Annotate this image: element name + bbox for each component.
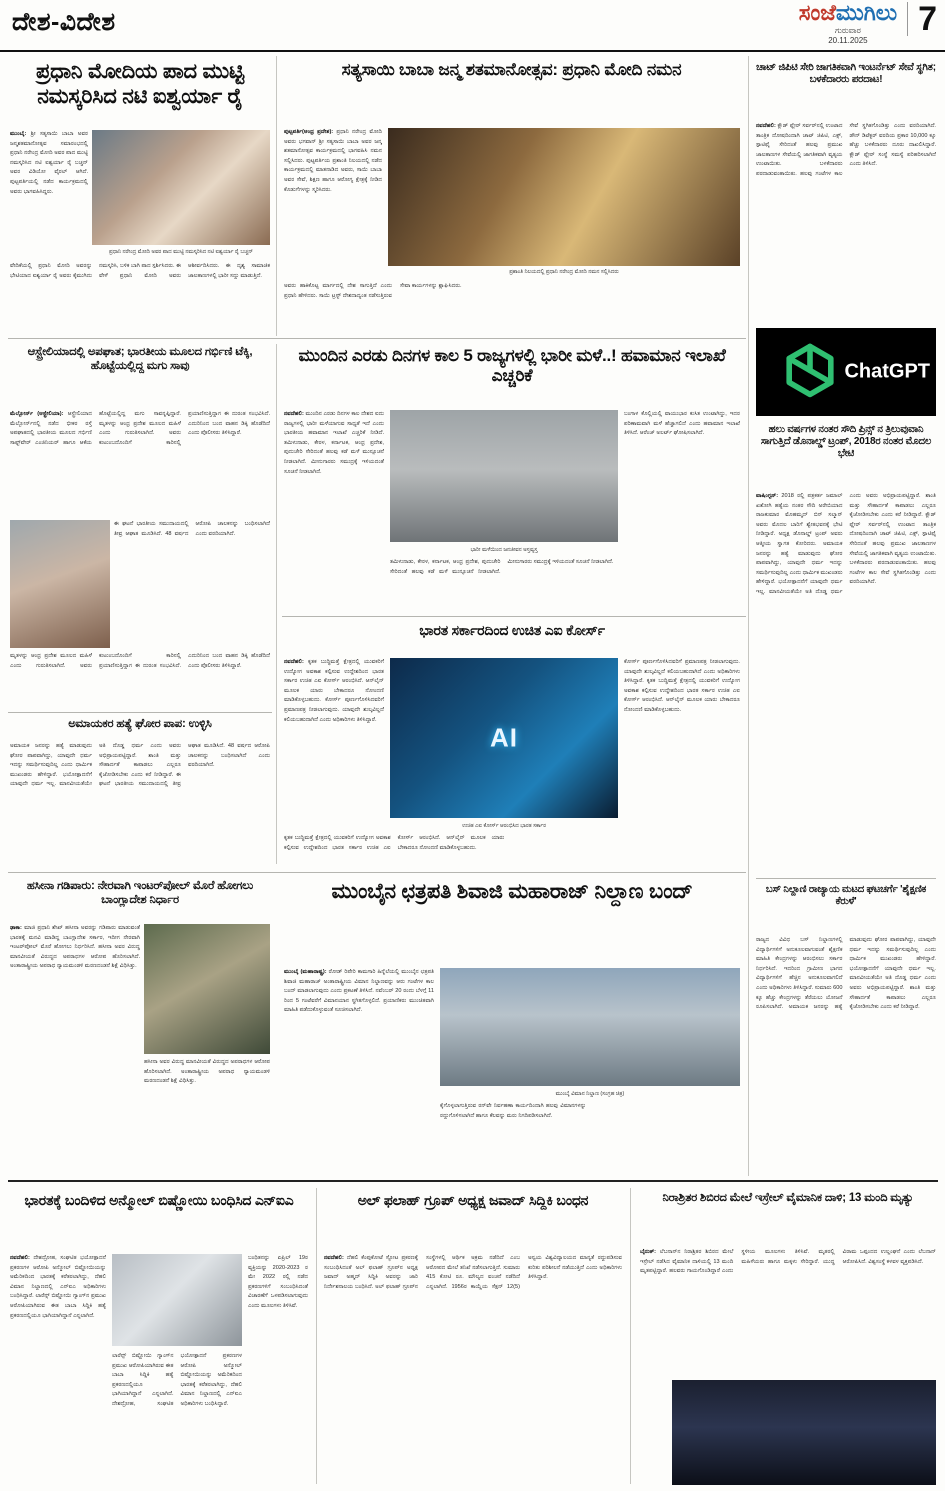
article-saudi-trump [756, 424, 936, 459]
photo-label [388, 128, 740, 266]
body-text-2: ಕೃತಕ ಬುದ್ಧಿಮತ್ತೆ ಕ್ಷೇತ್ರದಲ್ಲಿ ಯುವಕರಿಗೆ ಉದ್ಯೋಗ ಅವಕಾಶ ಕಲ್ಪಿಸುವ ಉದ್ದೇಶದಿಂದ ಭಾರತ ಸರ್ಕಾರ ಉಚಿತ ಎಐ ಕೋರ್ಸ್ ಆರಂಭಿಸಿದೆ. ಆನ್‌ಲೈನ್ ಮೂಲಕ ಯಾರು ಬೇಕಾದರೂ ನೋಂದಣಿ ಮಾಡಿಕೊಳ್ಳಬಹುದು. [624, 678, 740, 714]
photo-victim [10, 520, 110, 648]
dateline: ಮೆಲ್ಬೋರ್ನ್ (ಆಸ್ಟ್ರೇಲಿಯಾ): [10, 411, 64, 417]
brand-block [799, 2, 937, 45]
page-number: 7 [907, 2, 937, 36]
photo-nia [112, 1254, 242, 1346]
body-text: ರಾಜ್ಯದ ವಿವಿಧ ಬಸ್ ನಿಲ್ದಾಣಗಳಲ್ಲಿ ವಿದ್ಯಾರ್ಥಿಗಳಿಗೆ ಅನುಕೂಲವಾಗುವಂತೆ ಶೈಕ್ಷಣಿಕ ಮಾಹಿತಿ ಕೇಂದ್ರಗಳನ್ನು ಆರಂಭಿಸಲು ಸರ್ಕಾರ ನಿರ್ಧರಿಸಿದೆ. ಇದರಿಂದ ಗ್ರಾಮೀಣ ಭಾಗದ ವಿದ್ಯಾರ್ಥಿಗಳಿಗೆ ಹೆಚ್ಚಿನ ಅನುಕೂಲವಾಗಲಿದೆ ಎಂದು ಅಧಿಕಾರಿಗಳು ತಿಳಿಸಿದ್ದಾರೆ. ಸುಮಾರು 600 ಕ್ಕೂ ಹೆಚ್ಚು ಕೇಂದ್ರಗಳನ್ನು ತೆರೆಯಲು ಯೋಜನೆ ರೂಪಿಸಲಾಗಿದೆ. [756, 937, 843, 1011]
body-text-2: ಈ ಘಟನೆ ಭಾರತೀಯ ಸಮುದಾಯದಲ್ಲಿ ತೀವ್ರ ಆಘಾತ ಮೂಡಿಸಿದೆ. 48 ವರ್ಷದ ಆರೋಪಿ ಚಾಲಕನನ್ನು ಬಂಧಿಸಲಾಗಿದೆ ಎಂದು ವರದಿಯಾಗಿದೆ. [99, 743, 270, 788]
body-text-2: ಡೌನ್ ಡಿಟೆಕ್ಟರ್ ವರದಿಯ ಪ್ರಕಾರ 10,000 ಕ್ಕೂ ಹೆಚ್ಚು ಬಳಕೆದಾರರು ದೂರು ದಾಖಲಿಸಿದ್ದಾರೆ. ಕ್ಲೌಡ್ ಫ್ಲೇರ್ ಸಂಸ್ಥೆ ಸಮಸ್ಯೆ ಪರಿಹರಿಸಲಾಗಿದೆ ಎಂದು ತಿಳಿಸಿದೆ. [849, 132, 936, 168]
headline: ಭಾರತಕ್ಕೆ ಬಂದಿಳಿದ ಅನ್ಮೋಲ್ ಬಿಷ್ಣೋಯಿ ಬಂಧಿಸಿದ ಎನ್ಐಎ [24, 1192, 294, 1208]
photo-airport [440, 968, 740, 1086]
article-nia [10, 1192, 308, 1209]
australia-body-bottom [10, 652, 270, 708]
rule [756, 878, 936, 879]
article-satyasai [284, 60, 739, 80]
body-text-2: ದೇಶದ್ರೋಹ, ಸಂಘಟಿತ ಭಯೋತ್ಪಾದನೆ ಪ್ರಕರಣಗಳ ಆರೋಪಿ ಅನ್ಮೋಲ್ ಬಿಷ್ಣೋಯಿಯನ್ನು ಅಮೆರಿಕದಿಂದ ಭಾರತಕ್ಕೆ ಕರೆತರಲಾಗಿದ್ದು, ದೆಹಲಿ ವಿಮಾನ ನಿಲ್ದಾಣದಲ್ಲಿ ಎನ್ಐಎ ಅಧಿಕಾರಿಗಳು ಬಂಧಿಸಿದ್ದಾರೆ. [112, 1353, 242, 1408]
nia-col3 [248, 1254, 308, 1484]
rule [8, 712, 272, 713]
dateline: ನವದೆಹಲಿ: [756, 123, 776, 129]
body-text-2: ತಮಿಳುನಾಡು, ಕೇರಳ, ಕರ್ನಾಟಕ, ಆಂಧ್ರ ಪ್ರದೇಶ, ಪುದುಚೇರಿ ಸೇರಿದಂತೆ ಹಲವು ಕಡೆ ಮಳೆ ಮುನ್ಸೂಚನೆ ನೀಡಲಾಗಿದೆ. ಮೀನುಗಾರರು ಸಮುದ್ರಕ್ಕೆ ಇಳಿಯದಂತೆ ಸೂಚನೆ ನೀಡಲಾಗಿದೆ. [284, 439, 384, 475]
article-hasina [10, 880, 270, 907]
brand-part2: ಮುಗಿಲು [835, 0, 898, 25]
body-text-2: ಹಸೀನಾ ಅವರ ವಿರುದ್ಧ ಮಾನವೀಯತೆ ವಿರುದ್ಧದ ಅಪರಾಧಗಳ ಆರೋಪ ಹೊರಿಸಲಾಗಿದೆ. ಅಂತಾರಾಷ್ಟ್ರೀಯ ಅಪರಾಧ ನ್ಯಾಯಮಂಡಳಿ ಮರಣದಂಡನೆ ಶಿಕ್ಷೆ ವಿಧಿಸಿತ್ತು. [10, 944, 140, 970]
airport-col1 [284, 968, 434, 1168]
body-text: ಲಾರೆನ್ಸ್ ಬಿಷ್ಣೋಯಿ ಗ್ಯಾಂಗ್‌ನ ಪ್ರಮುಖ ಆರೋಪಿಯಾಗಿರುವ ಈತ ಬಾಬಾ ಸಿದ್ದಿಕಿ ಹತ್ಯೆ ಪ್ರಕರಣದಲ್ಲಿಯೂ ಭಾಗಿಯಾಗಿದ್ದಾನೆ ಎನ್ನಲಾಗಿದೆ. [112, 1353, 174, 1398]
caption: ಉಚಿತ ಎಐ ಕೋರ್ಸ್ ಆರಂಭಿಸಿದ ಭಾರತ ಸರ್ಕಾರ [462, 823, 546, 829]
headline: ಭಾರತ ಸರ್ಕಾರದಿಂದ ಉಚಿತ ಎಐ ಕೋರ್ಸ್ [419, 622, 605, 638]
body-text: ಅಮಾಯಕ ಜನರನ್ನು ಹತ್ಯೆ ಮಾಡುವುದು ಘೋರ ಪಾಪವಾಗಿದ್ದು, ಯಾವುದೇ ಧರ್ಮ ಇದನ್ನು ಸಮರ್ಥಿಸುವುದಿಲ್ಲ ಎಂದು ಧಾರ್ಮಿಕ ಮುಖಂಡರು ಹೇಳಿದ್ದಾರೆ. ಭಯೋತ್ಪಾದನೆಗೆ ಯಾವುದೇ ಧರ್ಮ ಇಲ್ಲ. ಮಾನವೀಯತೆಯೇ ಅತಿ ದೊಡ್ಡ ಧರ್ಮ ಎಂದು ಅವರು ಅಭಿಪ್ರಾಯಪಟ್ಟಿದ್ದಾರೆ. ಶಾಂತಿ ಮತ್ತು ಸೌಹಾರ್ದತೆ ಕಾಪಾಡಲು ಎಲ್ಲರೂ ಕೈಜೋಡಿಸಬೇಕು ಎಂದು ಕರೆ ನೀಡಿದ್ದಾರೆ. [10, 743, 181, 788]
body-text: ಬಂಧಿತನನ್ನು ಏಪ್ರಿಲ್ 19ರ ವ್ಯಕ್ತಿಯನ್ನು 2020-2023 ರ ಮೇ 2022 ರಲ್ಲಿ ನಡೆದ ಪ್ರಕರಣಗಳಿಗೆ ಸಂಬಂಧಿಸಿದಂತೆ ವಿಚಾರಣೆಗೆ ಒಳಪಡಿಸಲಾಗುವುದು ಎಂದು ಮೂಲಗಳು ತಿಳಿಸಿವೆ. [248, 1255, 308, 1310]
photo-label [390, 410, 618, 542]
column-divider [748, 56, 749, 1176]
aishwarya-caption [92, 248, 270, 256]
body-text-fill: ಅಮಾಯಕ ಜನರನ್ನು ಹತ್ಯೆ ಮಾಡುವುದು ಘೋರ ಪಾಪವಾಗಿದ್ದು, ಯಾವುದೇ ಧರ್ಮ ಇದನ್ನು ಸಮರ್ಥಿಸುವುದಿಲ್ಲ ಎಂದು ಧಾರ್ಮಿಕ ಮುಖಂಡರು ಹೇಳಿದ್ದಾರೆ. ಭಯೋತ್ಪಾದನೆಗೆ ಯಾವುದೇ ಧರ್ಮ ಇಲ್ಲ. ಮಾನವೀಯತೆಯೇ ಅತಿ ದೊಡ್ಡ ಧರ್ಮ ಎಂದು ಅವರು ಅಭಿಪ್ರಾಯಪಟ್ಟಿದ್ದಾರೆ. ಶಾಂತಿ ಮತ್ತು ಸೌಹಾರ್ದತೆ ಕಾಪಾಡಲು ಎಲ್ಲರೂ ಕೈಜೋಡಿಸಬೇಕು ಎಂದು ಕರೆ ನೀಡಿದ್ದಾರೆ. [788, 937, 936, 1011]
section-title: ದೇಶ-ವಿದೇಶ [12, 8, 116, 36]
article-alfalah [324, 1192, 622, 1209]
caption: ಪ್ರಧಾನಿ ನರೇಂದ್ರ ಮೋದಿ ಅವರ ಪಾದ ಮುಟ್ಟಿ ನಮಸ್ಕರಿಸಿದ ನಟಿ ಐಶ್ವರ್ಯಾ ರೈ ಬಚ್ಚನ್ [108, 249, 254, 255]
body-text: ಬಂಗಾಳ ಕೊಲ್ಲಿಯಲ್ಲಿ ವಾಯುಭಾರ ಕುಸಿತ ಉಂಟಾಗಿದ್ದು, ಇದರ ಪರಿಣಾಮವಾಗಿ ಮಳೆ ಹೆಚ್ಚಾಗಲಿದೆ ಎಂದು ಹವಾಮಾನ ಇಲಾಖೆ ತಿಳಿಸಿದೆ. ಆರೆಂಜ್ ಅಲರ್ಟ್ ಘೋಷಿಸಲಾಗಿದೆ. [624, 411, 740, 437]
article-bus-stand [756, 884, 936, 908]
headline: ಬಸ್ ನಿಲ್ದಾಣಿ ರಾಜ್ಯಾಯ ಮಟದ ಘಟಚರ್ಗೆ 'ಶೈಕ್ಷಣಿಕ ಕೆರುಳೆ' [765, 884, 927, 907]
body-text-2: ಲಾರೆನ್ಸ್ ಬಿಷ್ಣೋಯಿ ಗ್ಯಾಂಗ್‌ನ ಪ್ರಮುಖ ಆರೋಪಿಯಾಗಿರುವ ಈತ ಬಾಬಾ ಸಿದ್ದಿಕಿ ಹತ್ಯೆ ಪ್ರಕರಣದಲ್ಲಿಯೂ ಭಾಗಿಯಾಗಿದ್ದಾನೆ ಎನ್ನಲಾಗಿದೆ. [10, 1293, 106, 1319]
ai-caption [390, 822, 618, 830]
body-text: ಈ ಘಟನೆ ಭಾರತೀಯ ಸಮುದಾಯದಲ್ಲಿ ತೀವ್ರ ಆಘಾತ ಮೂಡಿಸಿದೆ. 48 ವರ್ಷದ ಆರೋಪಿ ಚಾಲಕನನ್ನು ಬಂಧಿಸಲಾಗಿದೆ ಎಂದು ವರದಿಯಾಗಿದೆ. [114, 521, 270, 537]
body-text: ತಮಿಳುನಾಡು, ಕೇರಳ, ಕರ್ನಾಟಕ, ಆಂಧ್ರ ಪ್ರದೇಶ, ಪುದುಚೇರಿ ಸೇರಿದಂತೆ ಹಲವು ಕಡೆ ಮಳೆ ಮುನ್ಸೂಚನೆ ನೀಡಲಾಗಿದೆ. ಮೀನುಗಾರರು ಸಮುದ್ರಕ್ಕೆ ಇಳಿಯದಂತೆ ಸೂಚನೆ ನೀಡಲಾಗಿದೆ. [390, 559, 614, 575]
dateline: ನವದೆಹಲಿ: [10, 1255, 30, 1261]
body-text-2: ನವೆಂಬರ್ 20 ರಂದು ಬೆಳಗ್ಗೆ 11 ರಿಂದ 5 ಗಂಟೆವರೆಗೆ ವಿಮಾನಯಾನ ಸ್ಥಗಿತಗೊಳ್ಳಲಿದೆ. ಪ್ರಯಾಣಿಕರು ಮುಂಚಿತವಾಗಿ ಮಾಹಿತಿ ಪಡೆದುಕೊಳ್ಳುವಂತೆ ಸೂಚಿಸಲಾಗಿದೆ. [284, 988, 434, 1014]
body-text-2: ಮೃತಳನ್ನು ಆಂಧ್ರ ಪ್ರದೇಶ ಮೂಲದ ಮಹಿಳೆ ಎಂದು ಗುರುತಿಸಲಾಗಿದೆ. ಅವರು ಕುಟುಂಬದೊಂದಿಗೆ ಕಾರಿನಲ್ಲಿ ಪ್ರಯಾಣಿಸುತ್ತಿದ್ದಾಗ ಈ ದುರಂತ ಸಂಭವಿಸಿದೆ. ಎದುರಿನಿಂದ ಬಂದ ವಾಹನ ಡಿಕ್ಕಿ ಹೊಡೆದಿದೆ ಎಂದು ಪೊಲೀಸರು ತಿಳಿಸಿದ್ದಾರೆ. [99, 411, 270, 446]
aishwarya-text-col2 [10, 262, 270, 332]
rule [8, 338, 746, 339]
rule [8, 872, 746, 873]
article-israel [640, 1192, 936, 1206]
photo-label [440, 968, 740, 1086]
body-text: 2018 ರಲ್ಲಿ ಪತ್ರಕರ್ತ ಜಮಾಲ್ ಖಶೋಗಿ ಹತ್ಯೆಯ ನಂತರ ಸೌದಿ ಅರೇಬಿಯಾದ ರಾಜಕುಮಾರ ಮೊಹಮ್ಮದ್ ಬಿನ್ ಸಲ್ಮಾನ್ ಅವರು ಮೊದಲ ಬಾರಿಗೆ ಶ್ವೇತಭವನಕ್ಕೆ ಭೇಟಿ ನೀಡಿದ್ದಾರೆ. ಅಧ್ಯಕ್ಷ ಡೊನಾಲ್ಡ್ ಟ್ರಂಪ್ ಅವರು ಆತ್ಮೀಯ ಸ್ವಾಗತ ಕೋರಿದರು. [756, 493, 843, 548]
dateline: ಪುಟ್ಟಪರ್ತಿ(ಆಂಧ್ರ ಪ್ರದೇಶ): [284, 129, 334, 135]
brand-weekday: ಗುರುವಾರ [835, 26, 861, 35]
saudi-body [756, 492, 936, 872]
airport-caption [440, 1090, 740, 1098]
body-text: ಹಸೀನಾ ಅವರ ವಿರುದ್ಧ ಮಾನವೀಯತೆ ವಿರುದ್ಧದ ಅಪರಾಧಗಳ ಆರೋಪ ಹೊರಿಸಲಾಗಿದೆ. ಅಂತಾರಾಷ್ಟ್ರೀಯ ಅಪರಾಧ ನ್ಯಾಯಮಂಡಳಿ ಮರಣದಂಡನೆ ಶಿಕ್ಷೆ ವಿಧಿಸಿತ್ತು. [144, 1059, 270, 1085]
dateline: ಮುಂಬೈ: [10, 131, 27, 137]
dateline: ವಾಷಿಂಗ್ಟನ್: [756, 493, 779, 499]
caption: ಪ್ರಶಾಂತಿ ನಿಲಯದಲ್ಲಿ ಪ್ರಧಾನಿ ನರೇಂದ್ರ ಮೋದಿ ನಮನ ಸಲ್ಲಿಸಿದರು [509, 269, 619, 275]
headline: ಹಲು ವರ್ಷಗಳ ನಂತರ ಸೌದಿ ಪ್ರಿನ್ಸ್ ನ ತ್ರಿಲುವುವಾನಿ ಸಾಗುತ್ತಿದೆ ಡೊನಾಲ್ಡ್ ಟ್ರಂಪ್, 2018ರ ನಂತರ ಮೊದಲ ಭೇಟಿ [760, 424, 932, 459]
article-internet-outage [756, 62, 936, 86]
body-text: ಲೆಬನಾನ್‌ನ ನಿರಾಶ್ರಿತರ ಶಿಬಿರದ ಮೇಲೆ ಇಸ್ರೇಲ್ ನಡೆಸಿದ ವೈಮಾನಿಕ ದಾಳಿಯಲ್ಲಿ 13 ಮಂದಿ ಮೃತಪಟ್ಟಿದ್ದಾರೆ. ಹಲವರು ಗಾಯಗೊಂಡಿದ್ದಾರೆ ಎಂದು ಸ್ಥಳೀಯ ಮೂಲಗಳು ತಿಳಿಸಿವೆ. [640, 1249, 810, 1275]
rain-col2-bottom [390, 558, 618, 610]
photo-hasina [144, 924, 270, 1054]
hasina-col2 [144, 1058, 270, 1174]
body-text: ಮುಂದಿನ ಎರಡು ದಿನಗಳ ಕಾಲ ದೇಶದ ಐದು ರಾಜ್ಯಗಳಲ್ಲಿ ಭಾರೀ ಮಳೆಯಾಗುವ ಸಾಧ್ಯತೆ ಇದೆ ಎಂದು ಭಾರತೀಯ ಹವಾಮಾನ ಇಲಾಖೆ ಎಚ್ಚರಿಕೆ ನೀಡಿದೆ. [284, 411, 384, 437]
headline: ಪ್ರಧಾನಿ ಮೋದಿಯ ಪಾದ ಮುಟ್ಟಿ ನಮಸ್ಕರಿಸಿದ ನಟಿ ಐಶ್ವರ್ಯಾ ರೈ [35, 60, 245, 108]
rain-col3 [624, 410, 740, 610]
body-text-2: ಪುಟ್ಟಪರ್ತಿಯ ಪ್ರಶಾಂತಿ ನಿಲಯದಲ್ಲಿ ನಡೆದ ಕಾರ್ಯಕ್ರಮದಲ್ಲಿ ಮಾತನಾಡಿದ ಅವರು, ಸಾಯಿ ಬಾಬಾ ಅವರ ಸೇವೆ, ಶಿಕ್ಷಣ ಹಾಗೂ ಆರೋಗ್ಯ ಕ್ಷೇತ್ರಕ್ಕೆ ನೀಡಿದ ಕೊಡುಗೆಗಳನ್ನು ಸ್ಮರಿಸಿದರು. [284, 157, 382, 193]
article-rain [284, 346, 740, 386]
photo-aishwarya [92, 130, 270, 245]
body-text: ಕೋರ್ಸ್ ಪೂರ್ಣಗೊಳಿಸಿದವರಿಗೆ ಪ್ರಮಾಣಪತ್ರ ನೀಡಲಾಗುವುದು. ಯಾವುದೇ ಶುಲ್ಕವಿಲ್ಲದೆ ಕಲಿಯಬಹುದಾಗಿದೆ ಎಂದು ಅಧಿಕಾರಿಗಳು ತಿಳಿಸಿದ್ದಾರೆ. [624, 659, 740, 685]
ad-label: ChatGPT [844, 360, 930, 383]
outage-body [756, 122, 936, 322]
body-text-2: ಮೃತರಲ್ಲಿ ಮಹಿಳೆಯರು ಹಾಗೂ ಮಕ್ಕಳು ಸೇರಿದ್ದಾರೆ. ಯುದ್ಧ ವಿರಾಮ ಒಪ್ಪಂದದ ಉಲ್ಲಂಘನೆ ಎಂದು ಲೆಬನಾನ್ ಆರೋಪಿಸಿದೆ. ವಿಶ್ವಸಂಸ್ಥೆ ಕಳವಳ ವ್ಯಕ್ತಪಡಿಸಿದೆ. [741, 1249, 936, 1265]
caption: ಭಾರೀ ಮಳೆಯಿಂದ ಜನಜೀವನ ಅಸ್ತವ್ಯಸ್ತ [470, 547, 538, 553]
innocents-body [10, 742, 270, 864]
body-text-3: 1956ರ ಕಾಯ್ದೆಯ ಸೆಕ್ಷನ್ 12(5) ಅನ್ವಯ ವಿಶ್ವವಿದ್ಯಾಲಯದ ಮಾನ್ಯತೆ ರದ್ದುಪಡಿಸುವ ಕುರಿತು ಪರಿಶೀಲನೆ ನಡೆಯುತ್ತಿದೆ ಎಂದು ಅಧಿಕಾರಿಗಳು ತಿಳಿಸಿದ್ದಾರೆ. [451, 1255, 622, 1290]
caption: ಮುಂಬೈ ವಿಮಾನ ನಿಲ್ದಾಣ (ಸಂಗ್ರಹ ಚಿತ್ರ) [555, 1091, 625, 1097]
rule [282, 616, 746, 617]
body-text: ಪ್ರಧಾನಿ ನರೇಂದ್ರ ಮೋದಿ ಅವರು ಭಗವಾನ್ ಶ್ರೀ ಸತ್ಯಸಾಯಿ ಬಾಬಾ ಅವರ ಜನ್ಮ ಶತಮಾನೋತ್ಸವ ಕಾರ್ಯಕ್ರಮದಲ್ಲಿ ಭಾಗವಹಿಸಿ ನಮನ ಸಲ್ಲಿಸಿದರು. [284, 129, 382, 164]
brand-date: 20.11.2025 [828, 36, 868, 45]
article-mumbai-airport [284, 880, 740, 905]
column-divider [316, 1188, 317, 1484]
article-aishwarya [10, 60, 270, 110]
headline: ಅಮಾಯಕರ ಹತ್ಯೆ ಘೋರ ಪಾಪ: ಉಳ್ಳಿಸಿ [68, 718, 212, 730]
column-divider [276, 56, 277, 336]
ad-chatgpt[interactable] [756, 328, 936, 416]
israel-body [640, 1248, 936, 1376]
article-innocents [10, 718, 270, 732]
dateline: ಢಾಕಾ: [10, 925, 22, 931]
body-text: ಕೃತಕ ಬುದ್ಧಿಮತ್ತೆ ಕ್ಷೇತ್ರದಲ್ಲಿ ಯುವಕರಿಗೆ ಉದ್ಯೋಗ ಅವಕಾಶ ಕಲ್ಪಿಸುವ ಉದ್ದೇಶದಿಂದ ಭಾರತ ಸರ್ಕಾರ ಉಚಿತ ಎಐ ಕೋರ್ಸ್ ಆರಂಭಿಸಿದೆ. ಆನ್‌ಲೈನ್ ಮೂಲಕ ಯಾರು ಬೇಕಾದರೂ ನೋಂದಣಿ ಮಾಡಿಕೊಳ್ಳಬಹುದು. [284, 835, 505, 851]
photo-label [92, 130, 270, 245]
body-text-2: ಕೋರ್ಸ್ ಪೂರ್ಣಗೊಳಿಸಿದವರಿಗೆ ಪ್ರಮಾಣಪತ್ರ ನೀಡಲಾಗುವುದು. ಯಾವುದೇ ಶುಲ್ಕವಿಲ್ಲದೆ ಕಲಿಯಬಹುದಾಗಿದೆ ಎಂದು ಅಧಿಕಾರಿಗಳು ತಿಳಿಸಿದ್ದಾರೆ. [284, 697, 384, 723]
photo-label [144, 924, 270, 1054]
body-text: ಆಸ್ಟ್ರೇಲಿಯಾದ ಮೆಲ್ಬೋರ್ನ್‌ನಲ್ಲಿ ನಡೆದ ಭೀಕರ ರಸ್ತೆ ಅಪಘಾತದಲ್ಲಿ ಭಾರತೀಯ ಮೂಲದ ಗರ್ಭಿಣಿ ಸಾಫ್ಟ್‌ವೇರ್ ಎಂಜಿನಿಯರ್ ಹಾಗೂ ಆಕೆಯ ಹೊಟ್ಟೆಯಲ್ಲಿದ್ದ ಮಗು ಸಾವನ್ನಪ್ಪಿದ್ದಾರೆ. [10, 411, 181, 446]
article-ai-course [284, 622, 740, 639]
photo-rain [390, 410, 618, 542]
ai-image-label: AI [490, 722, 518, 753]
hasina-col1 [10, 924, 140, 1174]
body-text: ಶ್ರೀ ಸತ್ಯಸಾಯಿ ಬಾಬಾ ಅವರ ಜನ್ಮಶತಮಾನೋತ್ಸವ ಸಮಾರಂಭದಲ್ಲಿ ಪ್ರಧಾನಿ ನರೇಂದ್ರ ಮೋದಿ ಅವರ ಪಾದ ಮುಟ್ಟಿ ನಮಸ್ಕರಿಸಿದ ನಟಿ ಐಶ್ವರ್ಯಾ ರೈ ಬಚ್ಚನ್ ಅವರ ವಿಡಿಯೋ ವೈರಲ್ ಆಗಿದೆ. ಪುಟ್ಟಪರ್ತಿಯಲ್ಲಿ ನಡೆದ ಕಾರ್ಯಕ್ರಮದಲ್ಲಿ ಅವರು ಭಾಗವಹಿಸಿದ್ದರು. [10, 131, 88, 195]
body-text: ದೇಶದ್ರೋಹ, ಸಂಘಟಿತ ಭಯೋತ್ಪಾದನೆ ಪ್ರಕರಣಗಳ ಆರೋಪಿ ಅನ್ಮೋಲ್ ಬಿಷ್ಣೋಯಿಯನ್ನು ಅಮೆರಿಕದಿಂದ ಭಾರತಕ್ಕೆ ಕರೆತರಲಾಗಿದ್ದು, ದೆಹಲಿ ವಿಮಾನ ನಿಲ್ದಾಣದಲ್ಲಿ ಎನ್ಐಎ ಅಧಿಕಾರಿಗಳು ಬಂಧಿಸಿದ್ದಾರೆ. [10, 1255, 106, 1300]
rain-col1 [284, 410, 384, 610]
satyasai-caption [388, 268, 740, 276]
photo-label [672, 1380, 936, 1485]
headline: ಆಸ್ಟ್ರೇಲಿಯಾದಲ್ಲಿ ಅಪಘಾತ; ಭಾರತೀಯ ಮೂಲದ ಗರ್ಭಿಣಿ ಟೆಕ್ಕಿ, ಹೊಟ್ಟೆಯಲ್ಲಿದ್ದ ಮಗು ಸಾವು [27, 346, 253, 372]
australia-body-mid [114, 520, 270, 648]
body-text: ಕ್ಲೌಡ್ ಫ್ಲೇರ್ ಸರ್ವರ್‌ನಲ್ಲಿ ಉಂಟಾದ ತಾಂತ್ರಿಕ ದೋಷದಿಂದಾಗಿ ಚಾಟ್ ಜಿಪಿಟಿ, ಎಕ್ಸ್, ಸ್ಪಾಟಿಫೈ ಸೇರಿದಂತೆ ಹಲವು ಪ್ರಮುಖ ಜಾಲತಾಣಗಳ ಸೇವೆಯಲ್ಲಿ ಜಾಗತಿಕವಾಗಿ ವ್ಯತ್ಯಯ ಉಂಟಾಯಿತು. ಬಳಕೆದಾರರು ಪರದಾಡುವಂತಾಯಿತು. ಹಲವು ಗಂಟೆಗಳ ಕಾಲ ಸೇವೆ ಸ್ಥಗಿತಗೊಂಡಿತ್ತು ಎಂದು ವರದಿಯಾಗಿದೆ. [756, 123, 936, 178]
brand-part1: ಸಂಜೆ [798, 0, 836, 25]
satyasai-text-col2 [284, 282, 740, 330]
australia-body-top [10, 410, 270, 515]
body-text-fill2: ಕ್ಲೌಡ್ ಫ್ಲೇರ್ ಸರ್ವರ್‌ನಲ್ಲಿ ಉಂಟಾದ ತಾಂತ್ರಿಕ ದೋಷದಿಂದಾಗಿ ಚಾಟ್ ಜಿಪಿಟಿ, ಎಕ್ಸ್, ಸ್ಪಾಟಿಫೈ ಸೇರಿದಂತೆ ಹಲವು ಪ್ರಮುಖ ಜಾಲತಾಣಗಳ ಸೇವೆಯಲ್ಲಿ ಜಾಗತಿಕವಾಗಿ ವ್ಯತ್ಯಯ ಉಂಟಾಯಿತು. ಬಳಕೆದಾರರು ಪರದಾಡುವಂತಾಯಿತು. ಹಲವು ಗಂಟೆಗಳ ಕಾಲ ಸೇವೆ ಸ್ಥಗಿತಗೊಂಡಿತ್ತು ಎಂದು ವರದಿಯಾಗಿದೆ. [849, 512, 936, 586]
photo-israel-strike [672, 1380, 936, 1485]
headline: ಚಾಟ್ ಜಿಪಿಟಿ ಸೇರಿ ಜಾಗತಿಕವಾಗಿ ಇಂಟರ್ನೆಟ್ ಸೇವೆ ಸ್ಥಗಿತ; ಬಳಕೆದಾರರು ಪರದಾಟ! [756, 62, 936, 85]
headline: ಮುಂಬೈನ ಛತ್ರಪತಿ ಶಿವಾಜಿ ಮಹಾರಾಜ್ ನಿಲ್ದಾಣ ಬಂದ್ [331, 880, 693, 903]
photo-label [112, 1254, 242, 1346]
body-text-2: ಅಲ್ ಫಲಾಹ್ ಗ್ರೂಪ್‌ನ ಸಂಸ್ಥೆಗಳಲ್ಲಿ ಆರ್ಥಿಕ ಅಕ್ರಮ ನಡೆದಿದೆ ಎಂಬ ಆರೋಪದ ಮೇಲೆ ತನಿಖೆ ನಡೆಸಲಾಗುತ್ತಿದೆ. ಸುಮಾರು 415 ಕೋಟಿ ರೂ. ಮೌಲ್ಯದ ವಂಚನೆ ನಡೆದಿದೆ ಎನ್ನಲಾಗಿದೆ. [375, 1255, 520, 1290]
rain-caption [390, 546, 618, 554]
headline: ಮುಂದಿನ ಎರಡು ದಿನಗಳ ಕಾಲ 5 ರಾಜ್ಯಗಳಲ್ಲಿ ಭಾರೀ ಮಳೆ..! ಹವಾಮಾನ ಇಲಾಖೆ ಎಚ್ಚರಿಕೆ [298, 346, 726, 386]
body-text: ಮೃತಳನ್ನು ಆಂಧ್ರ ಪ್ರದೇಶ ಮೂಲದ ಮಹಿಳೆ ಎಂದು ಗುರುತಿಸಲಾಗಿದೆ. ಅವರು ಕುಟುಂಬದೊಂದಿಗೆ ಕಾರಿನಲ್ಲಿ ಪ್ರಯಾಣಿಸುತ್ತಿದ್ದಾಗ ಈ ದುರಂತ ಸಂಭವಿಸಿದೆ. ಎದುರಿನಿಂದ ಬಂದ ವಾಹನ ಡಿಕ್ಕಿ ಹೊಡೆದಿದೆ ಎಂದು ಪೊಲೀಸರು ತಿಳಿಸಿದ್ದಾರೆ. [10, 653, 270, 669]
headline: ಹಸೀನಾ ಗಡಿಪಾರು: ನೇರವಾಗಿ ಇಂಟರ್‌ಪೋಲ್ ಮೊರೆ ಹೋಗಲು ಬಾಂಗ್ಲಾದೇಶ ನಿರ್ಧಾರ [26, 880, 254, 906]
chatgpt-logo-icon [770, 332, 850, 412]
column-divider [276, 344, 277, 864]
body-text: ರೋಡ್ ರಿಪೇರಿ ಕಾಮಗಾರಿ ಹಿನ್ನೆಲೆಯಲ್ಲಿ ಮುಂಬೈನ ಛತ್ರಪತಿ ಶಿವಾಜಿ ಮಹಾರಾಜ್ ಅಂತಾರಾಷ್ಟ್ರೀಯ ವಿಮಾನ ನಿಲ್ದಾಣವನ್ನು ಆರು ಗಂಟೆಗಳ ಕಾಲ ಬಂದ್ ಮಾಡಲಾಗುವುದು ಎಂದು ಪ್ರಕಟಣೆ ತಿಳಿಸಿದೆ. [284, 969, 434, 995]
photo-ai [390, 658, 618, 818]
body-text: ಕೃತಕ ಬುದ್ಧಿಮತ್ತೆ ಕ್ಷೇತ್ರದಲ್ಲಿ ಯುವಕರಿಗೆ ಉದ್ಯೋಗ ಅವಕಾಶ ಕಲ್ಪಿಸುವ ಉದ್ದೇಶದಿಂದ ಭಾರತ ಸರ್ಕಾರ ಉಚಿತ ಎಐ ಕೋರ್ಸ್ ಆರಂಭಿಸಿದೆ. ಆನ್‌ಲೈನ್ ಮೂಲಕ ಯಾರು ಬೇಕಾದರೂ ನೋಂದಣಿ ಮಾಡಿಕೊಳ್ಳಬಹುದು. [284, 659, 384, 704]
dateline: ಮುಂಬೈ (ಮಹಾರಾಷ್ಟ್ರ): [284, 969, 327, 975]
brand-logo [799, 2, 897, 24]
dateline: ನವದೆಹಲಿ: [284, 411, 304, 417]
nia-col2 [112, 1352, 242, 1484]
section-rule [8, 1180, 938, 1182]
dateline: ನವದೆಹಲಿ: [284, 659, 304, 665]
masthead [0, 0, 945, 52]
bus-body [756, 936, 936, 1172]
body-text: ಅವರು ಹಾಕಿಕೊಟ್ಟ ಮಾರ್ಗದಲ್ಲಿ ದೇಶ ಸಾಗುತ್ತಿದೆ ಎಂದು ಪ್ರಧಾನಿ ಹೇಳಿದರು. ಸಾಯಿ ಟ್ರಸ್ಟ್ ದೇಶದಾದ್ಯಂತ ನಡೆಸುತ್ತಿರುವ ಸೇವಾ ಕಾರ್ಯಗಳನ್ನು ಶ್ಲಾಘಿಸಿದರು. [284, 283, 462, 299]
body-text: ವೇದಿಕೆಯಲ್ಲಿ ಪ್ರಧಾನಿ ಮೋದಿ ಅವರನ್ನು ಭೇಟಿಯಾದ ಐಶ್ವರ್ಯಾ ರೈ ಅವರು ಕೈಮುಗಿದು ನಮಸ್ಕರಿಸಿ, ಬಳಿಕ ಬಾಗಿ ಪಾದ ಸ್ಪರ್ಶಿಸಿದರು. ಈ ವೇಳೆ ಪ್ರಧಾನಿ ಮೋದಿ ಅವರು ಆಶೀರ್ವದಿಸಿದರು. ಈ ದೃಶ್ಯ ಸಾಮಾಜಿಕ ಜಾಲತಾಣಗಳಲ್ಲಿ ಭಾರೀ ಸದ್ದು ಮಾಡುತ್ತಿದೆ. [10, 263, 270, 279]
headline: ಸತ್ಯಸಾಯಿ ಬಾಬಾ ಜನ್ಮ ಶತಮಾನೋತ್ಸವ: ಪ್ರಧಾನಿ ಮೋದಿ ನಮನ [341, 60, 682, 79]
body-text: ಮಾಜಿ ಪ್ರಧಾನಿ ಶೇಖ್ ಹಸೀನಾ ಅವರನ್ನು ಗಡಿಪಾರು ಮಾಡುವಂತೆ ಭಾರತಕ್ಕೆ ಮನವಿ ಮಾಡಿದ್ದ ಬಾಂಗ್ಲಾದೇಶ ಸರ್ಕಾರ, ಇದೀಗ ನೇರವಾಗಿ ಇಂಟರ್‌ಪೋಲ್ ಮೊರೆ ಹೋಗಲು ನಿರ್ಧರಿಸಿದೆ. [10, 925, 140, 951]
ai-col3 [624, 658, 740, 868]
column-divider [630, 1188, 631, 1484]
alfalah-body [324, 1254, 622, 1484]
dateline: ನವದೆಹಲಿ: [324, 1255, 344, 1261]
body-text-fill: ಅಮಾಯಕ ಜನರನ್ನು ಹತ್ಯೆ ಮಾಡುವುದು ಘೋರ ಪಾಪವಾಗಿದ್ದು, ಯಾವುದೇ ಧರ್ಮ ಇದನ್ನು ಸಮರ್ಥಿಸುವುದಿಲ್ಲ ಎಂದು ಧಾರ್ಮಿಕ ಮುಖಂಡರು ಹೇಳಿದ್ದಾರೆ. ಭಯೋತ್ಪಾದನೆಗೆ ಯಾವುದೇ ಧರ್ಮ ಇಲ್ಲ. ಮಾನವೀಯತೆಯೇ ಅತಿ ದೊಡ್ಡ ಧರ್ಮ ಎಂದು ಅವರು ಅಭಿಪ್ರಾಯಪಟ್ಟಿದ್ದಾರೆ. ಶಾಂತಿ ಮತ್ತು ಸೌಹಾರ್ದತೆ ಕಾಪಾಡಲು ಎಲ್ಲರೂ ಕೈಜೋಡಿಸಬೇಕು ಎಂದು ಕರೆ ನೀಡಿದ್ದಾರೆ. [756, 493, 936, 596]
ai-bottom-strip [284, 834, 618, 866]
article-australia [10, 346, 270, 373]
headline: ನಿರಾಶ್ರಿತರ ಶಿಬಿರದ ಮೇಲೆ ಇಸ್ರೇಲ್ ವೈಮಾನಿಕ ದಾಳಿ; 13 ಮಂದಿ ಮೃತ್ಯು [662, 1192, 914, 1204]
photo-modi-satyasai [388, 128, 740, 266]
photo-label [10, 520, 110, 648]
body-text: ದೆಹಲಿ ಕೆಂಪುಕೋಟೆ ಸ್ಫೋಟ ಪ್ರಕರಣಕ್ಕೆ ಸಂಬಂಧಿಸಿದಂತೆ ಅಲ್ ಫಲಾಹ್ ಗ್ರೂಪ್‌ನ ಅಧ್ಯಕ್ಷ ಜವಾದ್ ಅಹ್ಮದ್ ಸಿದ್ದಿಕಿ ಅವರನ್ನು ಜಾರಿ ನಿರ್ದೇಶನಾಲಯ ಬಂಧಿಸಿದೆ. [324, 1255, 418, 1290]
airport-col2 [440, 1102, 740, 1172]
dateline: ಬೈರುತ್: [640, 1249, 657, 1255]
body-text: ಕೈಗೊಳ್ಳಲಾಗುತ್ತಿರುವ ರನ್‌ವೇ ನಿರ್ವಹಣಾ ಕಾರ್ಯದಿಂದಾಗಿ ಹಲವು ವಿಮಾನಗಳನ್ನು ರದ್ದುಗೊಳಿಸಲಾಗಿದೆ ಹಾಗೂ ಕೆಲವನ್ನು ಮರು ನಿಗದಿಪಡಿಸಲಾಗಿದೆ. [440, 1103, 586, 1119]
headline: ಅಲ್ ಫಲಾಹ್ ಗ್ರೂಪ್ ಅಧ್ಯಕ್ಷ ಜವಾದ್ ಸಿದ್ದಿಕಿ ಬಂಧನ [357, 1192, 589, 1208]
nia-col1 [10, 1254, 106, 1484]
